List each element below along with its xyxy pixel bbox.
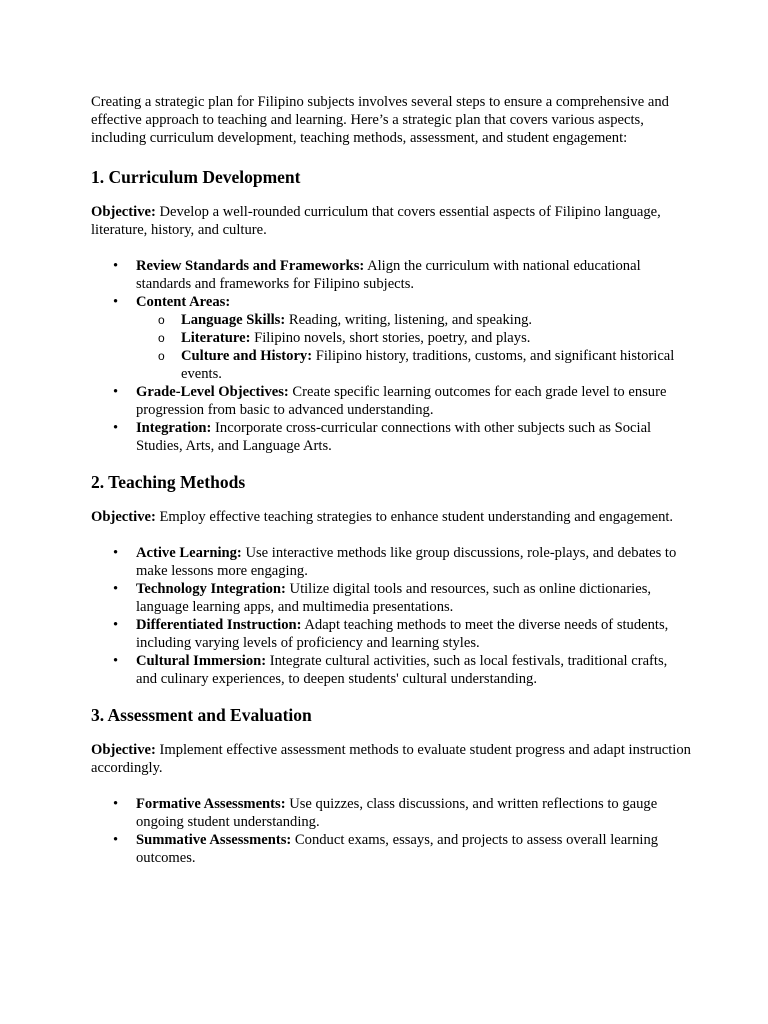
list-item xyxy=(91,580,691,616)
item-text: Conduct exams, essays, and projects to assess overall learning outcomes. xyxy=(136,832,659,866)
item-text: Use interactive methods like group discussions, role-plays, and debates to make lessons more engaging. xyxy=(136,545,677,579)
sub-bullet-list xyxy=(136,311,691,383)
item-text: Incorporate cross-curricular connections with other subjects such as Social Studies, Arts, and Language Arts. xyxy=(136,420,652,454)
sub-item-text: Filipino history, traditions, customs, and significant historical events. xyxy=(181,348,675,382)
sub-list-item xyxy=(136,347,691,383)
bullet-icon: • xyxy=(113,258,119,274)
document-page xyxy=(91,93,691,867)
bullet-list xyxy=(91,257,691,455)
objective-text: Implement effective assessment methods to evaluate student progress and adapt instruction accordingly. xyxy=(91,742,691,776)
item-label: Integration: xyxy=(136,420,212,436)
list-item xyxy=(91,652,691,688)
bullet-icon: • xyxy=(113,545,119,561)
list-item xyxy=(91,544,691,580)
objective-text: Employ effective teaching strategies to enhance student understanding and engagement. xyxy=(155,509,674,525)
list-item xyxy=(91,795,691,831)
item-label: Formative Assessments: xyxy=(136,796,286,812)
list-item xyxy=(91,419,691,455)
bullet-icon: • xyxy=(113,796,119,812)
bullet-list xyxy=(91,544,691,688)
sub-list-item xyxy=(136,311,691,329)
item-label: Technology Integration: xyxy=(136,581,286,597)
item-label: Cultural Immersion: xyxy=(136,653,267,669)
section-heading-assessment: 3. Assessment and Evaluation xyxy=(91,705,312,725)
list-item xyxy=(91,616,691,652)
objective-label: Objective: xyxy=(91,509,156,525)
sub-item-label: Literature: xyxy=(181,330,251,346)
item-label: Review Standards and Frameworks: xyxy=(136,258,365,274)
item-text: Utilize digital tools and resources, such as online dictionaries, language learning apps, and multimedia presentations. xyxy=(136,581,652,615)
item-label: Content Areas: xyxy=(136,294,231,310)
list-item xyxy=(91,293,691,383)
item-text: Adapt teaching methods to meet the diverse needs of students, including varying levels of proficiency and learning styles. xyxy=(136,617,669,651)
section-heading-teaching-methods: 2. Teaching Methods xyxy=(91,472,246,492)
objective-paragraph xyxy=(91,203,691,239)
bullet-list xyxy=(91,795,691,867)
objective-paragraph xyxy=(91,508,691,526)
bullet-icon: • xyxy=(113,294,119,310)
bullet-icon: • xyxy=(113,581,119,597)
item-label: Summative Assessments: xyxy=(136,832,292,848)
sub-item-text: Filipino novels, short stories, poetry, and plays. xyxy=(250,330,531,346)
item-label: Differentiated Instruction: xyxy=(136,617,302,633)
bullet-icon: • xyxy=(113,832,119,848)
item-text: Integrate cultural activities, such as local festivals, traditional crafts, and culinary experiences, to deepen students' cultural understanding. xyxy=(136,653,668,687)
item-text: Create specific learning outcomes for each grade level to ensure progression from basic to advanced understanding. xyxy=(136,384,667,418)
objective-label: Objective: xyxy=(91,204,156,220)
bullet-icon: • xyxy=(113,384,119,400)
objective-paragraph xyxy=(91,741,691,777)
list-item xyxy=(91,831,691,867)
section-heading-curriculum: 1. Curriculum Development xyxy=(91,167,301,187)
sub-item-label: Culture and History: xyxy=(181,348,313,364)
sub-item-label: Language Skills: xyxy=(181,312,286,328)
objective-label: Objective: xyxy=(91,742,156,758)
bullet-icon: • xyxy=(113,420,119,436)
list-item xyxy=(91,257,691,293)
circle-bullet-icon: o xyxy=(158,313,165,327)
objective-text: Develop a well-rounded curriculum that covers essential aspects of Filipino language, literature, history, and culture. xyxy=(91,204,661,238)
sub-list-item xyxy=(136,329,691,347)
circle-bullet-icon: o xyxy=(158,331,165,345)
bullet-icon: • xyxy=(113,653,119,669)
sub-item-text: Reading, writing, listening, and speaking. xyxy=(285,312,533,328)
bullet-icon: • xyxy=(113,617,119,633)
list-item xyxy=(91,383,691,419)
item-label: Active Learning: xyxy=(136,545,242,561)
circle-bullet-icon: o xyxy=(158,349,165,363)
item-label: Grade-Level Objectives: xyxy=(136,384,289,400)
item-text: Use quizzes, class discussions, and written reflections to gauge ongoing student understanding. xyxy=(136,796,658,830)
intro-paragraph: Creating a strategic plan for Filipino subjects involves several steps to ensure a comprehensive and effective approach to teaching and learning. Here’s a strategic plan that covers various aspects, including curriculum development, teaching methods, assessment, and student engagement: xyxy=(91,94,669,146)
item-text: Align the curriculum with national educational standards and frameworks for Filipino subjects. xyxy=(136,258,641,292)
